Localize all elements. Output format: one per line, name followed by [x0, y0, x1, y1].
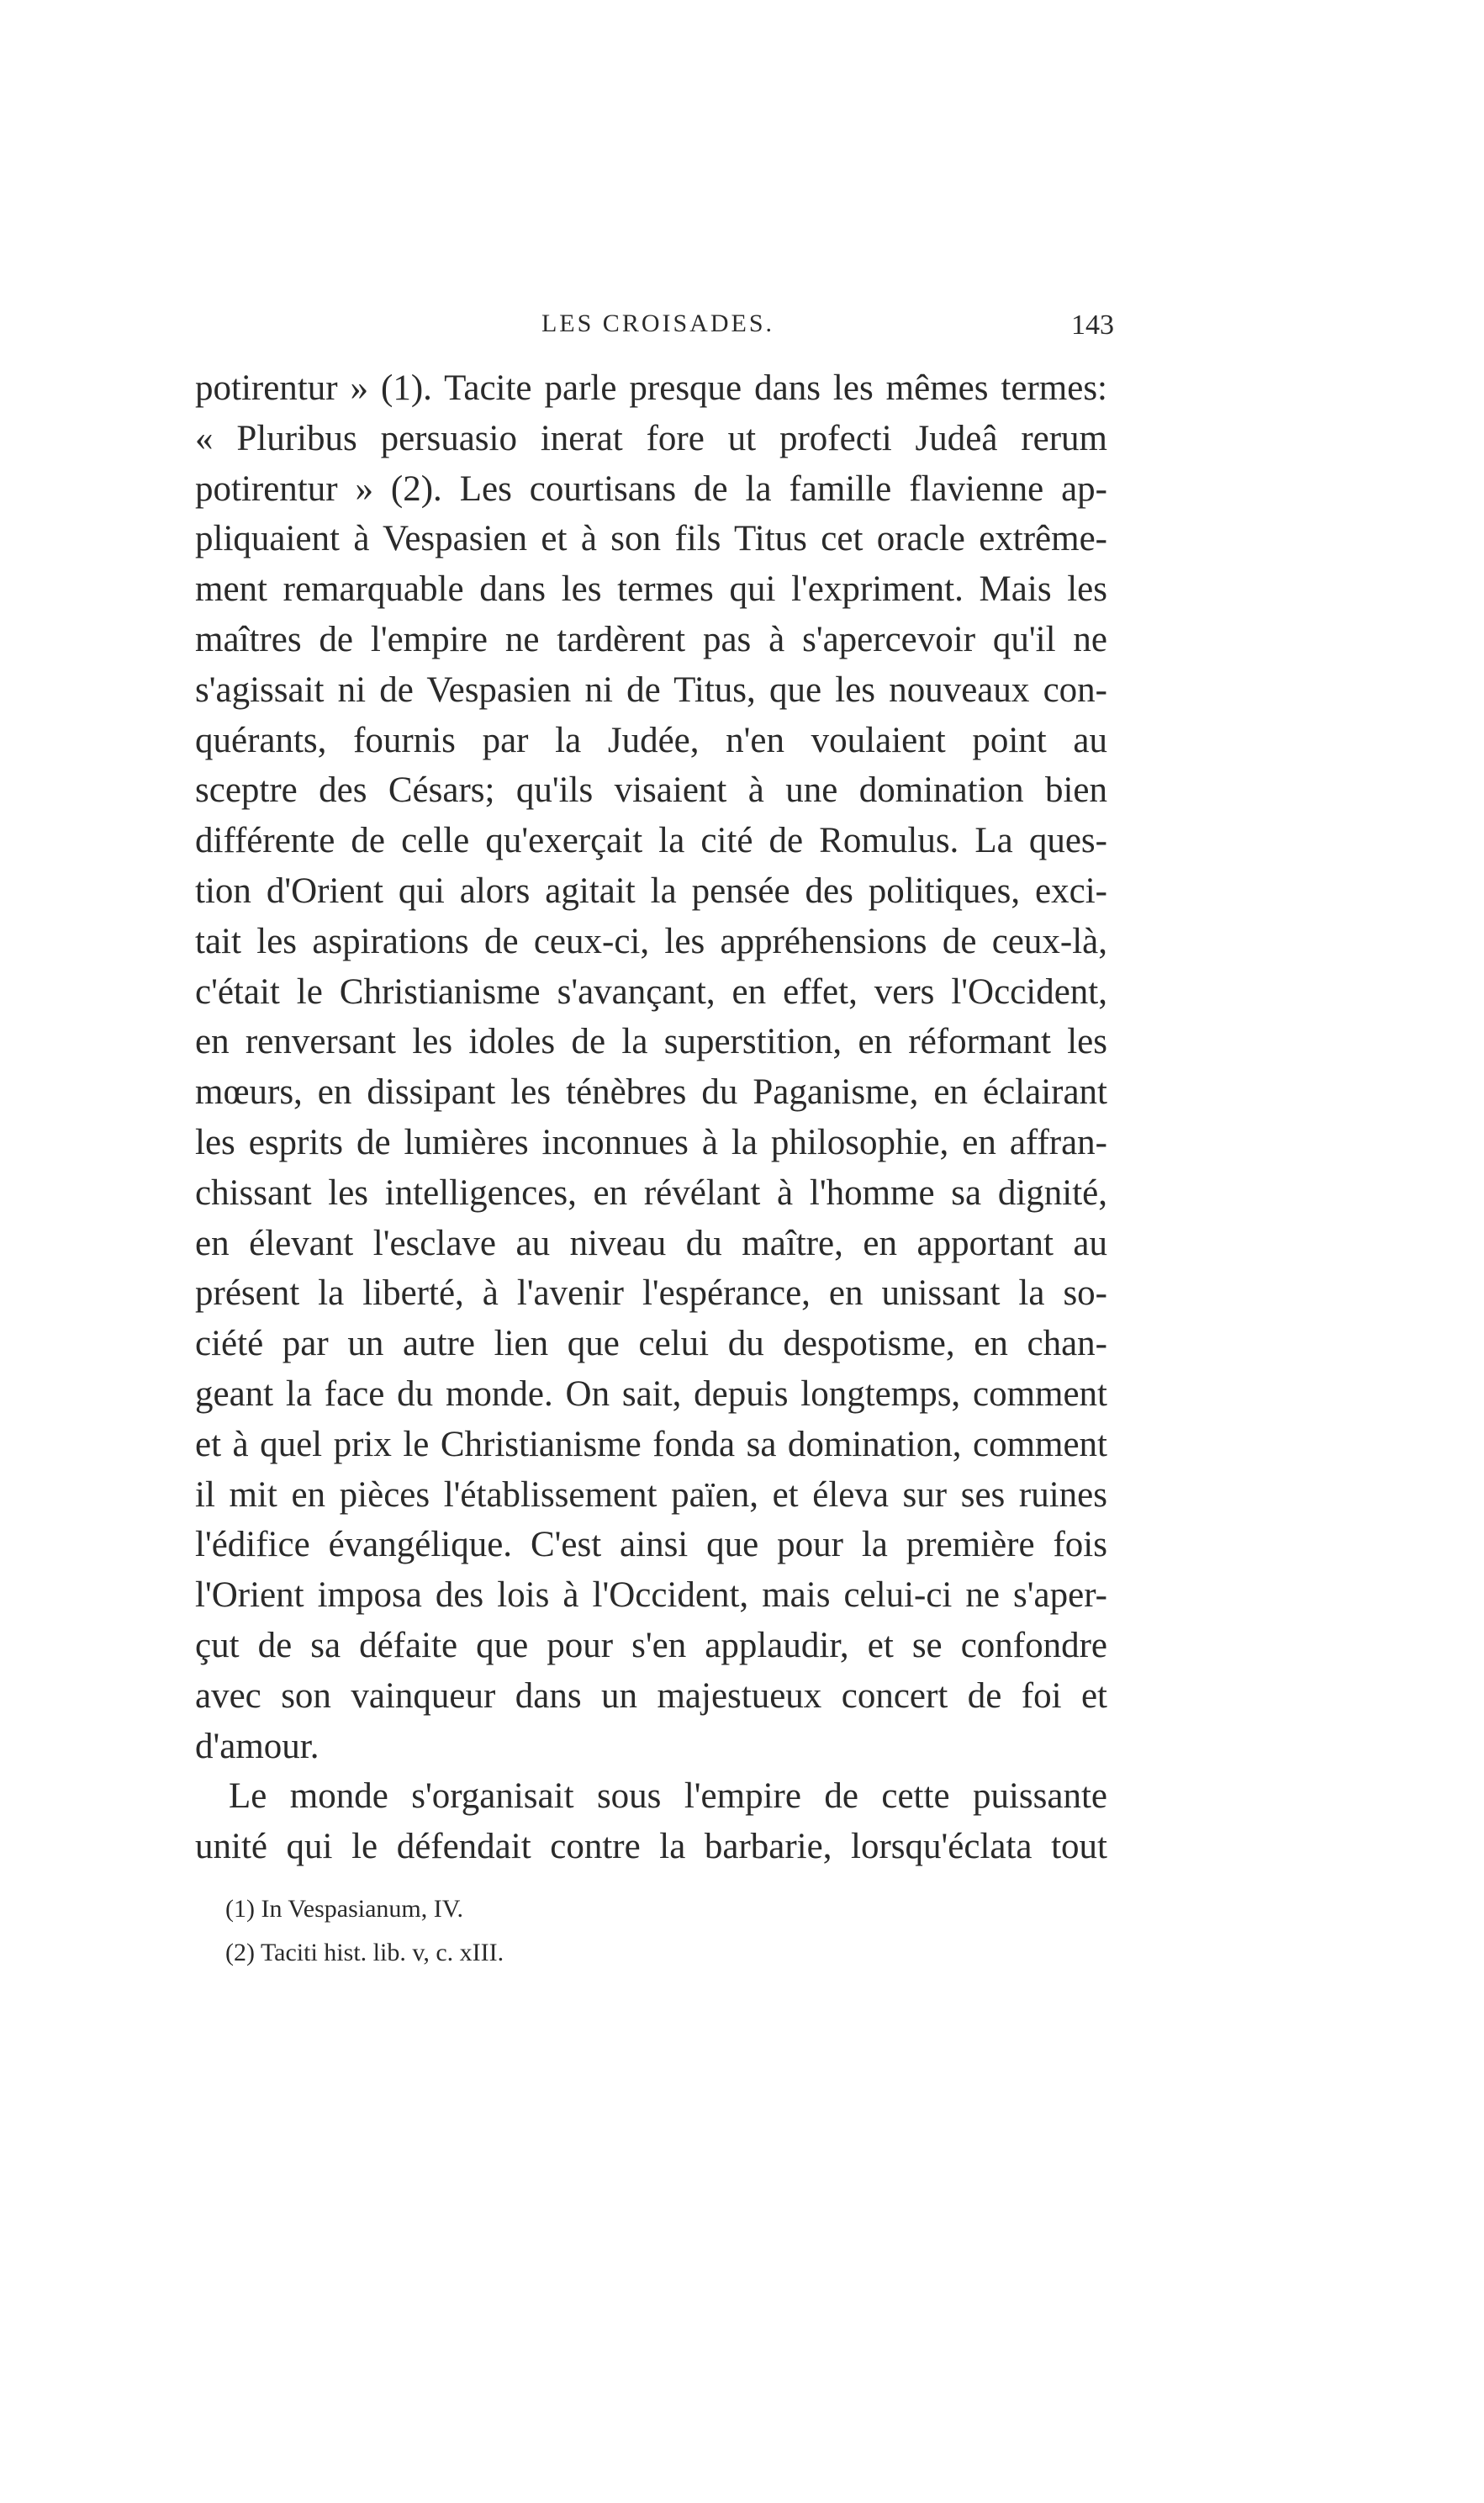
text-line: en élevant l'esclave au niveau du maître, en apportant au [195, 1223, 1107, 1263]
text-line: chissant les intelligences, en révélant à l'homme sa dignité, [195, 1172, 1107, 1213]
text-line: et à quel prix le Christianisme fonda sa domination, comment [195, 1424, 1107, 1464]
text-line: l'Orient imposa des lois à l'Occident, mais celui-ci ne s'aper- [195, 1575, 1107, 1616]
text-line: l'édifice évangélique. C'est ainsi que pour la première fois [195, 1525, 1107, 1565]
text-line: maîtres de l'empire ne tardèrent pas à s'apercevoir qu'il ne [195, 619, 1107, 659]
text-line: mœurs, en dissipant les ténèbres du Paganisme, en éclairant [195, 1072, 1107, 1113]
text-line: il mit en pièces l'établissement païen, et éleva sur ses ruines [195, 1474, 1107, 1515]
text-line: en renversant les idoles de la superstition, en réformant les [195, 1022, 1107, 1062]
text-line: çut de sa défaite que pour s'en applaudir, et se confondre [195, 1625, 1107, 1665]
body-text [195, 363, 1107, 1872]
text-line: c'était le Christianisme s'avançant, en effet, vers l'Occident, [195, 971, 1107, 1012]
text-line: tait les aspirations de ceux-ci, les appréhensions de ceux-là, [195, 921, 1107, 961]
running-title: LES CROISADES. [541, 310, 775, 337]
text-line: pliquaient à Vespasien et à son fils Titus cet oracle extrême- [195, 519, 1107, 559]
footnote-1: (1) In Vespasianum, IV. [225, 1895, 464, 1923]
text-line: quérants, fournis par la Judée, n'en voulaient point au [195, 720, 1107, 760]
text-line: s'agissait ni de Vespasien ni de Titus, que les nouveaux con- [195, 669, 1107, 710]
footnote-2: (2) Taciti hist. lib. v, c. xIII. [225, 1939, 504, 1966]
text-line: présent la liberté, à l'avenir l'espérance, en unissant la so- [195, 1273, 1107, 1314]
text-line: différente de celle qu'exerçait la cité de Romulus. La ques- [195, 821, 1107, 861]
text-line: sceptre des Césars; qu'ils visaient à une domination bien [195, 770, 1107, 811]
running-head [202, 310, 1114, 352]
text-line: geant la face du monde. On sait, depuis longtemps, comment [195, 1373, 1107, 1414]
text-line: ciété par un autre lien que celui du despotisme, en chan- [195, 1324, 1107, 1364]
text-line: unité qui le défendait contre la barbarie, lorsqu'éclata tout [195, 1827, 1107, 1867]
text-line: potirentur » (2). Les courtisans de la famille flavienne ap- [195, 468, 1107, 509]
footnotes [225, 1887, 898, 1975]
page-number: 143 [1071, 310, 1114, 341]
text-line: les esprits de lumières inconnues à la philosophie, en affran- [195, 1122, 1107, 1162]
text-line: tion d'Orient qui alors agitait la pensée des politiques, exci- [195, 870, 1107, 911]
text-line: « Pluribus persuasio inerat fore ut profecti Judeâ rerum [195, 418, 1107, 458]
text-line-paragraph-end: d'amour. [195, 1726, 320, 1766]
text-line: avec son vainqueur dans un majestueux concert de foi et [195, 1675, 1107, 1716]
text-line: potirentur » (1). Tacite parle presque dans les mêmes termes: [195, 368, 1107, 408]
text-line-paragraph-start: Le monde s'organisait sous l'empire de cette puissante [229, 1776, 1107, 1817]
text-line: ment remarquable dans les termes qui l'expriment. Mais les [195, 569, 1107, 610]
